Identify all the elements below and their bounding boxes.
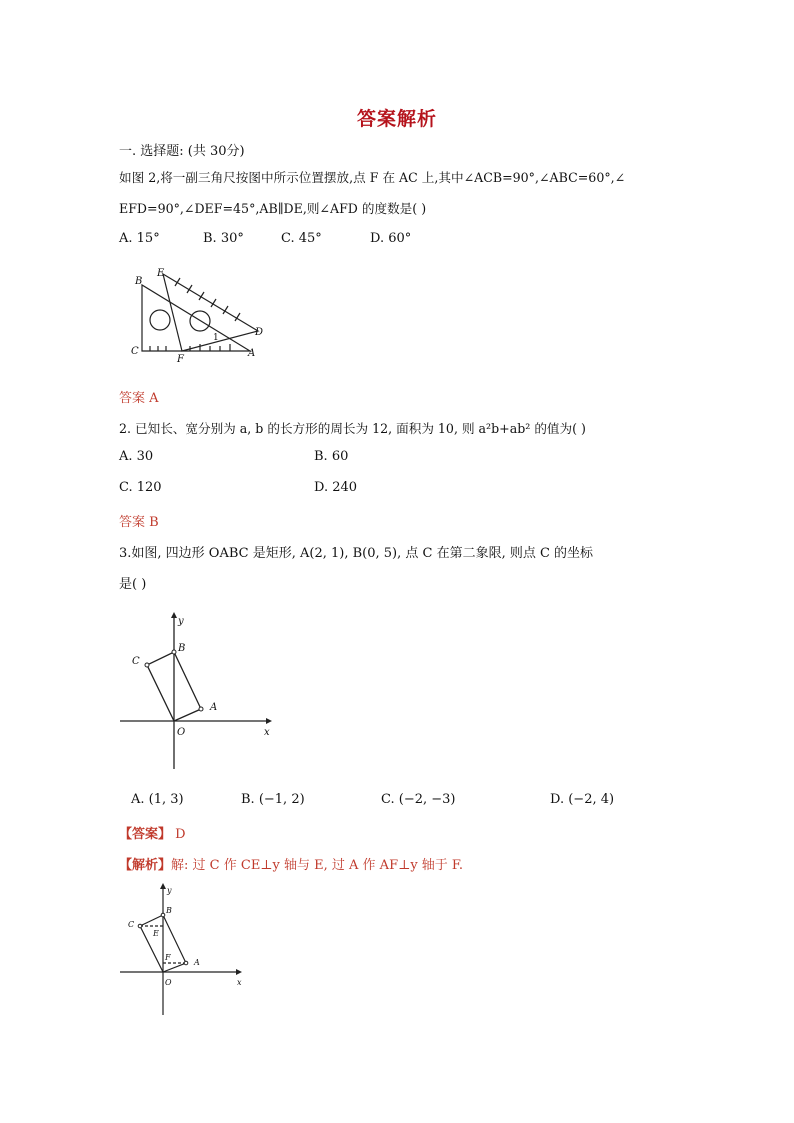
q3-option-d: D. (−2, 4) [550, 792, 615, 807]
fig3-label-e: E [153, 929, 159, 938]
fig1-label-c: C [131, 346, 139, 357]
question-2-text: 2. 已知长、宽分别为 a, b 的长方形的周长为 12, 面积为 10, 则 a²b+ab² 的值为( ) [119, 421, 586, 436]
fig2-label-x: x [264, 727, 270, 738]
analysis-figure [118, 883, 248, 1018]
fig3-label-c: C [128, 920, 135, 929]
page-title: 答案解析 [356, 108, 437, 130]
q3-analysis-tag: 【解析】 [119, 858, 172, 873]
q2-option-c: C. 120 [119, 480, 162, 495]
fig2-label-y: y [178, 616, 184, 627]
q2-option-a: A. 30 [119, 449, 154, 464]
fig2-label-b: B [178, 643, 186, 654]
q3-answer [119, 823, 186, 842]
q2-option-d: D. 240 [314, 480, 358, 495]
q1-option-d: D. 60° [370, 231, 412, 246]
fig3-label-b: B [166, 906, 172, 915]
fig1-label-a: A [248, 348, 256, 359]
triangle-rulers-figure [130, 268, 270, 368]
rectangle-coordinate-figure [118, 612, 278, 772]
q1-option-b: B. 30° [203, 231, 244, 246]
q3-analysis-text: 解: 过 C 作 CE⊥y 轴与 E, 过 A 作 AF⊥y 轴于 F. [171, 858, 464, 873]
fig1-label-e: E [157, 268, 165, 279]
q1-option-a: A. 15° [119, 231, 160, 246]
fig1-label-b: B [135, 276, 143, 287]
fig2-label-o: O [177, 727, 186, 738]
question-3-text-line1: 3.如图, 四边形 OABC 是矩形, A(2, 1), B(0, 5), 点 C 在第二象限, 则点 C 的坐标 [119, 546, 594, 561]
fig1-label-angle-1: 1 [213, 333, 219, 343]
q2-option-b: B. 60 [314, 449, 349, 464]
q3-answer-value: D [175, 827, 186, 842]
question-1-text-line1: 如图 2,将一副三角尺按图中所示位置摆放,点 F 在 AC 上,其中∠ACB=90°,∠ABC=60°,∠ [119, 170, 626, 185]
fig1-label-d: D [255, 327, 264, 338]
q3-option-c: C. (−2, −3) [381, 792, 456, 807]
question-1-text-line2: EFD=90°,∠DEF=45°,AB∥DE,则∠AFD 的度数是( ) [119, 201, 427, 216]
fig3-label-o: O [165, 978, 172, 987]
q3-option-b: B. (−1, 2) [241, 792, 305, 807]
q1-answer: 答案 A [119, 391, 159, 406]
fig2-label-a: A [210, 702, 218, 713]
fig3-label-y: y [167, 886, 172, 895]
q3-analysis [119, 854, 463, 873]
fig3-label-f: F [165, 953, 171, 962]
q1-option-c: C. 45° [281, 231, 322, 246]
q3-answer-tag: 【答案】 [119, 827, 172, 842]
q3-option-a: A. (1, 3) [131, 792, 184, 807]
section-heading: 一. 选择题: (共 30分) [119, 144, 245, 159]
question-3-text-line2: 是( ) [119, 577, 147, 592]
fig3-label-a: A [194, 958, 200, 967]
fig1-label-f: F [177, 354, 184, 365]
q2-answer: 答案 B [119, 515, 159, 530]
fig3-label-x: x [237, 978, 242, 987]
fig2-label-c: C [132, 656, 140, 667]
